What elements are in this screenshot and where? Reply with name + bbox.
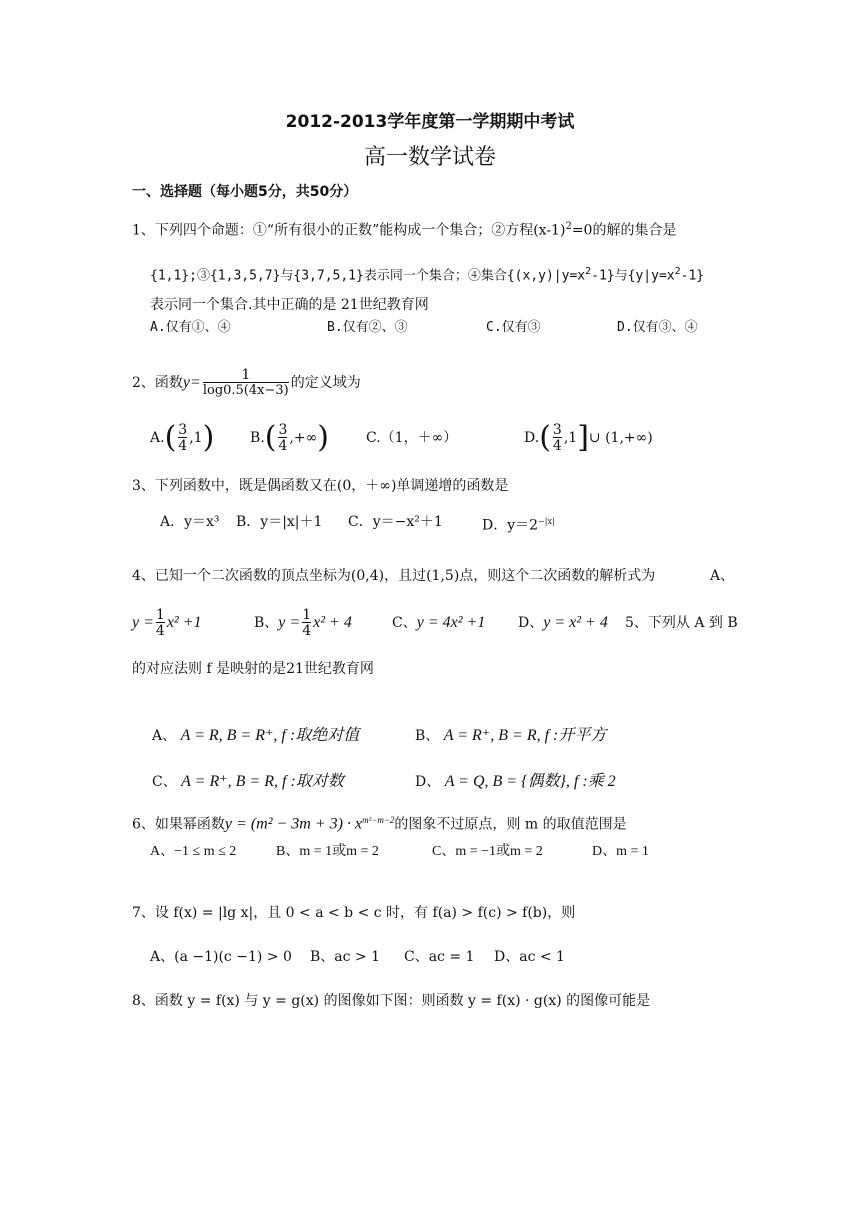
question-1-line-2: [150, 263, 704, 285]
q2-a-frac: [178, 423, 187, 453]
q2-a-num: 3: [178, 422, 188, 438]
q1-option-d: D.仅有③、④: [617, 320, 698, 335]
q3-option-d: [482, 513, 555, 535]
q4-c-expr: y = 4x² +1: [416, 614, 486, 631]
q6-option-b: B、m = 1或m = 2: [276, 844, 379, 859]
exam-subtitle: 高一数学试卷: [363, 145, 496, 170]
q4-option-a: [132, 604, 202, 642]
q4-a-frac: [156, 608, 165, 638]
q5-option-c: [152, 773, 344, 791]
q5-c-expr: A = R⁺, B = R, f :取对数: [181, 773, 344, 790]
question-1-line-3: 表示同一个集合.其中正确的是 21世纪教育网: [150, 297, 429, 313]
q4-b-den: 4: [302, 623, 312, 639]
q4-b-num: 1: [302, 607, 312, 623]
question-5-stem-line-2: 的对应法则 f 是映射的是21世纪教育网: [132, 661, 374, 677]
q2-b-label: B.: [250, 430, 265, 446]
q5-d-expr: A = Q, B = {偶数}, f :乘 2: [444, 773, 616, 790]
question-7-stem: 7、设 f(x) = |lg x|，且 0 < a < b < c 时，有 f(a) > f(c) > f(b)，则: [132, 905, 576, 921]
question-2-stem: [132, 366, 361, 400]
q1-line2-exp1: 2: [585, 266, 592, 277]
q1-line2-a: {1,1};③{1,3,5,7}与{3,7,5,1}表示同一个集合；④集合{(x,y)|y=x: [150, 268, 586, 284]
q2-option-c: C.（1，＋∞）: [366, 430, 458, 446]
q5-option-d: [415, 773, 616, 791]
q3-d-text: D．y＝2: [482, 517, 539, 534]
q2-d-den: 4: [552, 438, 562, 454]
q4-a-y: y =: [132, 614, 154, 631]
q4-c-label: C、: [392, 615, 417, 631]
q1-text-b: =0的解的集合是: [571, 222, 677, 239]
question-1-line-1: [132, 218, 676, 240]
q4-option-b: [254, 604, 352, 642]
q3-d-exp: −|x|: [538, 517, 555, 526]
q2-a-label: A.: [150, 430, 165, 446]
q2-frac-num: 1: [241, 367, 251, 383]
q2-d-tail: ,1: [563, 430, 578, 446]
q2-b-num: 3: [278, 422, 288, 438]
q7-option-d: D、ac < 1: [494, 949, 565, 965]
question-8-stem: 8、函数 y = f(x) 与 y = g(x) 的图像如下图：则函数 y = f(x) · g(x) 的图像可能是: [132, 993, 651, 1009]
q5-a-label: A、: [152, 728, 177, 744]
q2-option-a: [150, 418, 214, 458]
right-paren: ): [317, 420, 329, 455]
q4-b-tail: x² + 4: [313, 614, 352, 631]
q4-a-tail: x² +1: [166, 614, 202, 631]
q3-option-b: B．y＝|x|＋1: [236, 514, 323, 530]
q2-d-label: D.: [524, 430, 540, 446]
q4-option-d: [518, 614, 608, 632]
left-paren: (: [264, 420, 277, 455]
q5-c-label: C、: [152, 774, 177, 790]
q5-option-b: [415, 727, 606, 745]
q6-option-a: A、−1 ≤ m ≤ 2: [150, 844, 237, 859]
section-heading: 一、选择题（每小题5分，共50分）: [132, 184, 358, 200]
q1-exp: 2: [565, 221, 572, 232]
q6-expr: y = (m² − 3m + 3) · x: [224, 815, 363, 833]
exam-title: 2012-2013学年度第一学期期中考试: [285, 112, 575, 132]
q2-prefix: 2、函数: [132, 375, 183, 391]
q2-a-den: 4: [178, 438, 188, 454]
question-3-stem: 3、下列函数中，既是偶函数又在(0，＋∞)单调递增的函数是: [132, 478, 509, 494]
q5-a-expr: A = R, B = R⁺, f :取绝对值: [180, 727, 360, 744]
q2-b-tail: ,+∞: [289, 430, 318, 446]
q4-b-y: y =: [278, 614, 301, 631]
q6-pre: 6、如果幂函数: [132, 816, 225, 833]
q4-b-label: B、: [254, 615, 279, 631]
q4-b-frac: [302, 608, 311, 638]
q1-option-b: B.仅有②、③: [327, 320, 408, 335]
q2-option-d: [524, 418, 653, 458]
q2-d-union: ∪ (1,+∞): [588, 430, 653, 446]
q2-option-b: [250, 418, 329, 458]
q6-post: 的图象不过原点，则 m 的取值范围是: [394, 816, 627, 833]
q6-option-c: C、m = −1或m = 2: [432, 844, 543, 859]
q4-d-label: D、: [518, 615, 544, 631]
question-4-stem: 4、已知一个二次函数的顶点坐标为(0,4)，且过(1,5)点，则这个二次函数的解析式为: [132, 568, 656, 584]
left-paren: (: [164, 420, 177, 455]
q4-stem-a-label: A、: [710, 568, 735, 584]
q4-a-num: 1: [155, 607, 165, 623]
q2-d-frac: [553, 423, 562, 453]
q6-option-d: D、m = 1: [592, 844, 649, 859]
q1-text-a: 1、下列四个命题：①“所有很小的正数”能构成一个集合；②方程(x-1): [132, 222, 566, 239]
q5-option-a: [152, 727, 359, 745]
q4-d-expr: y = x² + 4: [543, 614, 608, 631]
q7-option-c: C、ac = 1: [404, 949, 475, 965]
q2-fraction: [203, 368, 289, 398]
q4-a-den: 4: [155, 623, 165, 639]
q6-exp: m²−m−2: [362, 815, 395, 825]
right-paren: ]: [577, 420, 589, 455]
q2-b-frac: [278, 423, 287, 453]
question-6-stem: [132, 811, 627, 834]
q4-option-c: [392, 614, 485, 632]
q3-option-a: A．y＝x³: [160, 514, 220, 530]
q5-b-expr: A = R⁺, B = R, f :开平方: [443, 727, 607, 744]
q3-option-c: C．y＝−x²＋1: [348, 514, 443, 530]
q1-option-c: C.仅有③: [486, 320, 541, 335]
question-5-stem-start: 5、下列从 A 到 B: [625, 615, 738, 631]
q2-b-den: 4: [278, 438, 288, 454]
q7-option-a: A、(a −1)(c −1) > 0: [150, 949, 292, 965]
q2-frac-den: log0.5(4x−3): [202, 383, 289, 398]
q1-line2-b: -1}与{y|y=x: [591, 268, 675, 284]
q7-option-b: B、ac > 1: [310, 949, 381, 965]
right-paren: ): [202, 420, 215, 455]
q5-d-label: D、: [415, 774, 441, 790]
q1-option-a: A.仅有①、④: [150, 320, 231, 335]
left-paren: (: [539, 420, 551, 455]
q2-suffix: 的定义域为: [290, 375, 361, 391]
q1-line2-exp2: 2: [674, 266, 681, 277]
q2-a-tail: ,1: [189, 430, 203, 446]
q2-y: y=: [182, 374, 201, 391]
q5-b-label: B、: [415, 728, 440, 744]
q2-d-num: 3: [552, 422, 562, 438]
q1-line2-c: -1}: [680, 268, 705, 284]
